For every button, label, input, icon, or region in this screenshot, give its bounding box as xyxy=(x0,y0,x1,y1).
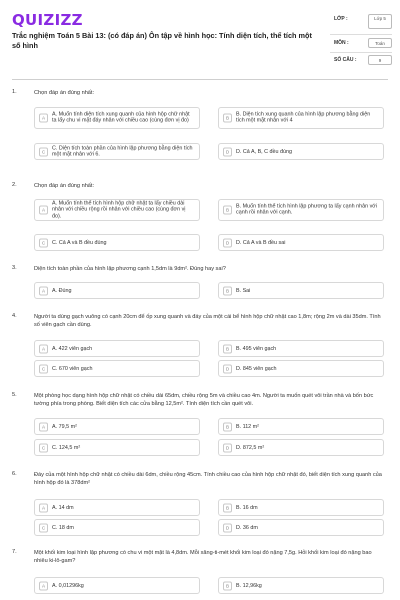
option-letter: A xyxy=(39,286,48,295)
option-letter: B xyxy=(223,286,232,295)
option-text: D. 845 viên gạch xyxy=(236,365,277,372)
header-divider xyxy=(12,79,388,80)
option-letter: C xyxy=(39,443,48,452)
option-letter: C xyxy=(39,147,48,156)
option-c[interactable] xyxy=(34,360,200,377)
option-a[interactable] xyxy=(34,499,200,516)
option-text: B. 112 m² xyxy=(236,423,259,430)
option-b[interactable] xyxy=(218,107,384,129)
option-d[interactable] xyxy=(218,439,384,456)
worksheet-header xyxy=(0,0,400,78)
meta-divider xyxy=(330,34,392,35)
option-c[interactable] xyxy=(34,234,200,251)
option-letter: A xyxy=(39,206,48,215)
option-text: C. 124,5 m² xyxy=(52,444,81,451)
option-b[interactable] xyxy=(218,199,384,221)
option-letter: D xyxy=(223,147,232,156)
option-text: C. Cả A và B đều đúng xyxy=(52,239,107,246)
class-label: LỚP : xyxy=(334,16,348,22)
option-letter: A xyxy=(39,114,48,123)
question-text: Một phòng học dạng hình hộp chữ nhật có chiều dài 65dm, chiều rộng 5m và chiều cao 4m. Người ta muốn quét vôi trần nhà và bốn bức tường phía trong phòng. Biết diện tích các cửa bằng 12,5m². Tính diện tích cần quét vôi. xyxy=(34,393,374,407)
option-text: A. Muốn tính diện tích xung quanh của hình hộp chữ nhật ta lấy chu vi mặt đáy nhân với chiều cao (cùng đơn vị đo) xyxy=(52,111,190,124)
option-letter: A xyxy=(39,422,48,431)
option-letter: A xyxy=(39,344,48,353)
option-a[interactable] xyxy=(34,107,200,129)
subject-value: Toán xyxy=(368,38,392,48)
option-text: D. Cả A, B, C đều đúng xyxy=(236,148,293,155)
option-d[interactable] xyxy=(218,519,384,536)
option-text: A. 422 viên gạch xyxy=(52,345,93,352)
question-text: Đáy của một hình hộp chữ nhật có chiều dài 6dm, chiều rộng 45cm. Tính chiều cao của hình hộp chữ nhật đó, biết diện tích xung quanh của hình hộp đó là 378dm² xyxy=(34,472,382,486)
question-count-label: SỐ CÂU : xyxy=(334,57,357,63)
option-b[interactable] xyxy=(218,577,384,594)
option-letter: B xyxy=(223,422,232,431)
question-number: 4. xyxy=(12,313,17,319)
option-b[interactable] xyxy=(218,282,384,299)
option-letter: B xyxy=(223,344,232,353)
question-count-value: 9 xyxy=(368,55,392,65)
worksheet-title: Trắc nghiệm Toán 5 Bài 13: (có đáp án) Ôn tập về hình học: Tính diện tích, thể tích một số hình xyxy=(12,31,312,50)
option-letter: B xyxy=(223,503,232,512)
option-letter: A xyxy=(39,581,48,590)
option-text: B. Diện tích xung quanh của hình lập phương bằng diện tích một mặt nhân với 4 xyxy=(236,111,371,124)
question-text: Người ta dùng gạch vuông có cạnh 20cm để ốp xung quanh và đáy của một cái bể hình hộp chữ nhật cao 1,8m; rộng 2m và dài 35dm. Tính số viên gạch cần dùng. xyxy=(34,314,381,328)
option-letter: A xyxy=(39,503,48,512)
option-text: B. Sai xyxy=(236,287,251,294)
option-a[interactable] xyxy=(34,199,200,221)
question-number: 7. xyxy=(12,549,17,555)
option-text: B. Muốn tính thể tích hình lập phương ta lấy cạnh nhân với cạnh rồi nhân với cạnh. xyxy=(236,203,378,216)
option-c[interactable] xyxy=(34,439,200,456)
option-text: D. Cả A và B đều sai xyxy=(236,239,286,246)
option-text: A. Đúng xyxy=(52,287,72,294)
option-d[interactable] xyxy=(218,234,384,251)
subject-field xyxy=(330,38,392,52)
option-letter: D xyxy=(223,238,232,247)
option-letter: C xyxy=(39,364,48,373)
option-a[interactable] xyxy=(34,340,200,357)
option-text: C. 670 viên gạch xyxy=(52,365,93,372)
question-number: 6. xyxy=(12,471,17,477)
option-text: B. 16 dm xyxy=(236,504,258,511)
option-text: C. Diện tích toàn phần của hình lập phương bằng diện tích một mặt nhân với 6. xyxy=(52,145,193,158)
option-d[interactable] xyxy=(218,143,384,160)
question-number: 3. xyxy=(12,265,17,271)
option-letter: B xyxy=(223,114,232,123)
quizizz-logo: QUIZIZZ xyxy=(12,11,83,29)
option-a[interactable] xyxy=(34,418,200,435)
question-text: Một khối kim loại hình lập phương có chu vi một mặt là 4,8dm. Mỗi xăng-ti-mét khối kim loại đó nặng 7,5g. Hỏi khối kim loại đó nặng bao nhiêu ki-lô-gam? xyxy=(34,550,372,564)
option-text: A. 14 dm xyxy=(52,504,74,511)
subject-label: MÔN : xyxy=(334,40,349,46)
option-a[interactable] xyxy=(34,577,200,594)
option-c[interactable] xyxy=(34,143,200,160)
option-b[interactable] xyxy=(218,499,384,516)
class-field xyxy=(330,14,392,32)
meta-divider xyxy=(330,52,392,53)
question-text: Chọn đáp án đúng nhất: xyxy=(34,183,95,189)
option-letter: C xyxy=(39,523,48,532)
option-text: A. 79,5 m² xyxy=(52,423,77,430)
question-number: 5. xyxy=(12,392,17,398)
option-letter: C xyxy=(39,238,48,247)
question-number: 1. xyxy=(12,89,17,95)
option-letter: D xyxy=(223,523,232,532)
question-text: Chọn đáp án đúng nhất: xyxy=(34,90,95,96)
option-b[interactable] xyxy=(218,418,384,435)
option-b[interactable] xyxy=(218,340,384,357)
option-d[interactable] xyxy=(218,360,384,377)
option-text: A. 0,01296kg xyxy=(52,582,84,589)
option-letter: B xyxy=(223,206,232,215)
question-count-field xyxy=(330,55,392,69)
option-text: D. 36 dm xyxy=(236,524,258,531)
option-text: B. 495 viên gạch xyxy=(236,345,277,352)
option-a[interactable] xyxy=(34,282,200,299)
question-text: Diện tích toàn phần của hình lập phương cạnh 1,5dm là 9dm². Đúng hay sai? xyxy=(34,266,226,272)
option-text: A. Muốn tính thể tích hình hộp chữ nhật ta lấy chiều dài nhân với chiều rộng rồi nhân với chiều cao (cùng đơn vị đo). xyxy=(52,200,186,220)
option-text: D. 872,5 m² xyxy=(236,444,265,451)
option-text: B. 12,96kg xyxy=(236,582,262,589)
option-letter: D xyxy=(223,443,232,452)
option-c[interactable] xyxy=(34,519,200,536)
option-letter: D xyxy=(223,364,232,373)
option-letter: B xyxy=(223,581,232,590)
question-number: 2. xyxy=(12,182,17,188)
option-text: C. 18 dm xyxy=(52,524,74,531)
class-value: Lớp 5 xyxy=(368,14,392,29)
